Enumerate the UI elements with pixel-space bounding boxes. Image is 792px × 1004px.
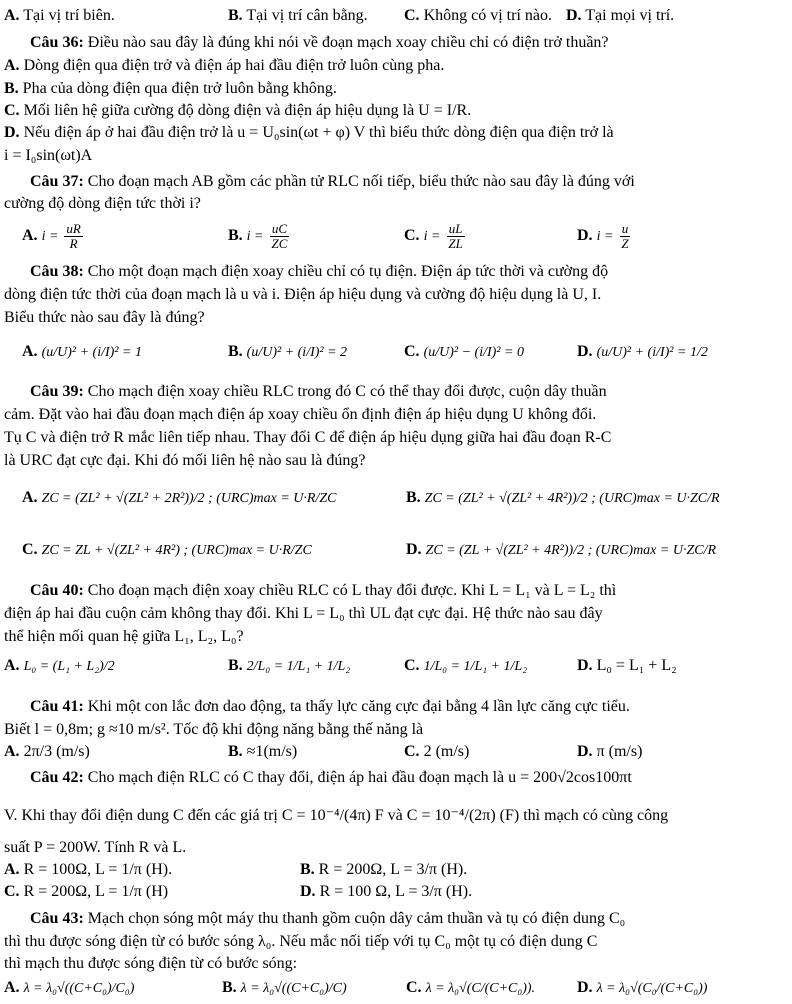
q37-option-b: B. i = $\frac{uC}{ZC}$ <box>228 221 288 251</box>
q38-stem-2: dòng điện tức thời của đoạn mạch là u và i. Điện áp hiệu dụng và cường độ hiệu dụng là U, I. <box>4 286 602 303</box>
q36-stem: Câu 36: Điều nào sau đây là đúng khi nói về đoạn mạch xoay chiều chỉ có điện trở thuần? <box>30 34 609 51</box>
q42-stem-1: Câu 42: Cho mạch điện RLC có C thay đổi, điện áp hai đầu đoạn mạch là u = 200√2cos100πt <box>30 769 632 786</box>
q41-option-d: D. π (m/s) <box>577 743 643 760</box>
q39-stem-2: cảm. Đặt vào hai đầu đoạn mạch điện áp xoay chiều ổn định điện áp hiệu dụng U không đổi. <box>4 406 597 423</box>
row0-option-c: C. Không có vị trí nào. <box>404 7 552 24</box>
q43-option-b: B. λ = λ₀√((C+C₀)/C) <box>222 979 347 996</box>
q41-option-a: A. 2π/3 (m/s) <box>4 743 90 760</box>
q42-option-c: C. R = 200Ω, L = 1/π (H) <box>4 883 169 900</box>
q41-option-c: C. 2 (m/s) <box>404 743 470 760</box>
q36-option-d-cont: i = I₀sin(ωt)A <box>4 147 93 164</box>
q38-stem-1: Câu 38: Cho một đoạn mạch điện xoay chiều chỉ có tụ điện. Điện áp tức thời và cường độ <box>30 263 609 280</box>
q42-stem-2: V. Khi thay đổi điện dung C đến các giá trị C = 10⁻⁴/(4π) F và C = 10⁻⁴/(2π) (F) thì mạch có cùng công <box>4 807 669 824</box>
q39-stem-4: là URC đạt cực đại. Khi đó mối liên hệ nào sau là đúng? <box>4 452 366 469</box>
q39-stem-1: Câu 39: Cho mạch điện xoay chiều RLC trong đó C có thể thay đổi được, cuộn dây thuần <box>30 383 607 400</box>
q40-option-b: B. 2/L₀ = 1/L₁ + 1/L₂ <box>228 657 351 674</box>
q40-stem-2: điện áp hai đầu cuộn cảm không thay đổi. Khi L = L₀ thì UL đạt cực đại. Hệ thức nào sau đây <box>4 605 603 622</box>
q41-option-b: B. ≈1(m/s) <box>228 743 298 760</box>
q43-option-c: C. λ = λ₀√(C/(C+C₀)). <box>406 979 536 996</box>
q37-stem-2: cường độ dòng điện tức thời i? <box>4 195 201 212</box>
q43-stem-2: thì thu được sóng điện từ có bước sóng λ₀. Nếu mắc nối tiếp với tụ C₀ một tụ có điện dung C <box>4 933 598 950</box>
q38-stem-3: Biểu thức nào sau đây là đúng? <box>4 309 205 326</box>
q39-option-c: C. ZC = ZL + √(ZL² + 4R²) ; (URC)max = U·R/ZC <box>22 541 312 558</box>
row0-option-b: B. Tại vị trí cân bằng. <box>228 7 368 24</box>
q41-stem-1: Câu 41: Khi một con lắc đơn dao động, ta thấy lực căng cực đại bằng 4 lần lực căng cực tiểu. <box>30 698 630 715</box>
q36-option-d: D. Nếu điện áp ở hai đầu điện trở là u = U₀sin(ωt + φ) V thì biểu thức dòng điện qua điện trở là <box>4 124 614 141</box>
q37-option-a: A. i = $\frac{uR}{R}$ <box>22 221 81 251</box>
q43-stem-1: Câu 43: Mạch chọn sóng một máy thu thanh gồm cuộn dây cảm thuần và tụ có điện dung C₀ <box>30 910 626 927</box>
row0-option-d: D. Tại mọi vị trí. <box>566 7 675 24</box>
q43-option-a: A. λ = λ₀√((C+C₀)/C₀) <box>4 979 135 996</box>
q38-option-d: D. (u/U)² + (i/I)² = 1/2 <box>577 343 708 360</box>
q42-option-b: B. R = 200Ω, L = 3/π (H). <box>300 861 468 878</box>
q39-option-b: B. ZC = (ZL² + √(ZL² + 4R²))/2 ; (URC)max = U·ZC/R <box>406 489 720 506</box>
q37-option-c: C. i = $\frac{uL}{ZL}$ <box>404 221 463 251</box>
q40-option-a: A. L₀ = (L₁ + L₂)/2 <box>4 657 115 674</box>
q36-option-b: B. Pha của dòng điện qua điện trở luôn bằng không. <box>4 80 337 97</box>
q41-stem-2: Biết l = 0,8m; g ≈10 m/s². Tốc độ khi động năng bằng thế năng là <box>4 721 424 738</box>
q39-option-d: D. ZC = (ZL + √(ZL² + 4R²))/2 ; (URC)max = U·ZC/R <box>406 541 717 558</box>
q37-option-d: D. i = $\frac{u}{Z}$ <box>577 221 629 251</box>
q39-stem-3: Tụ C và điện trở R mắc liên tiếp nhau. Thay đổi C để điện áp hiệu dụng giữa hai đầu đoạn R-C <box>4 429 612 446</box>
q39-option-a: A. ZC = (ZL² + √(ZL² + 2R²))/2 ; (URC)max = U·R/ZC <box>22 489 337 506</box>
q38-option-a: A. (u/U)² + (i/I)² = 1 <box>22 343 142 360</box>
q40-option-d: D. L₀ = L₁ + L₂ <box>577 657 677 674</box>
q38-option-c: C. (u/U)² − (i/I)² = 0 <box>404 343 524 360</box>
q37-stem-1: Câu 37: Cho đoạn mạch AB gồm các phần tử RLC nối tiếp, biểu thức nào sau đây là đúng với <box>30 173 635 190</box>
q40-stem-1: Câu 40: Cho đoạn mạch điện xoay chiều RLC có L thay đổi được. Khi L = L₁ và L = L₂ thì <box>30 582 617 599</box>
row0-option-a: A. Tại vị trí biên. <box>4 7 115 24</box>
q38-option-b: B. (u/U)² + (i/I)² = 2 <box>228 343 348 360</box>
q43-stem-3: thì mạch thu được sóng điện từ có bước sóng: <box>4 955 298 972</box>
q42-option-a: A. R = 100Ω, L = 1/π (H). <box>4 861 173 878</box>
q36-option-a: A. Dòng điện qua điện trở và điện áp hai đầu điện trở luôn cùng pha. <box>4 57 445 74</box>
q43-option-d: D. λ = λ₀√(C₀/(C+C₀)) <box>577 979 708 996</box>
q42-stem-3: suất P = 200W. Tính R và L. <box>4 839 187 856</box>
q40-option-c: C. 1/L₀ = 1/L₁ + 1/L₂ <box>404 657 528 674</box>
q36-option-c: C. Mối liên hệ giữa cường độ dòng điện và điện áp hiệu dụng là U = I/R. <box>4 102 472 119</box>
q40-stem-3: thể hiện mối quan hệ giữa L₁, L₂, L₀? <box>4 628 244 645</box>
q42-option-d: D. R = 100 Ω, L = 3/π (H). <box>300 883 473 900</box>
